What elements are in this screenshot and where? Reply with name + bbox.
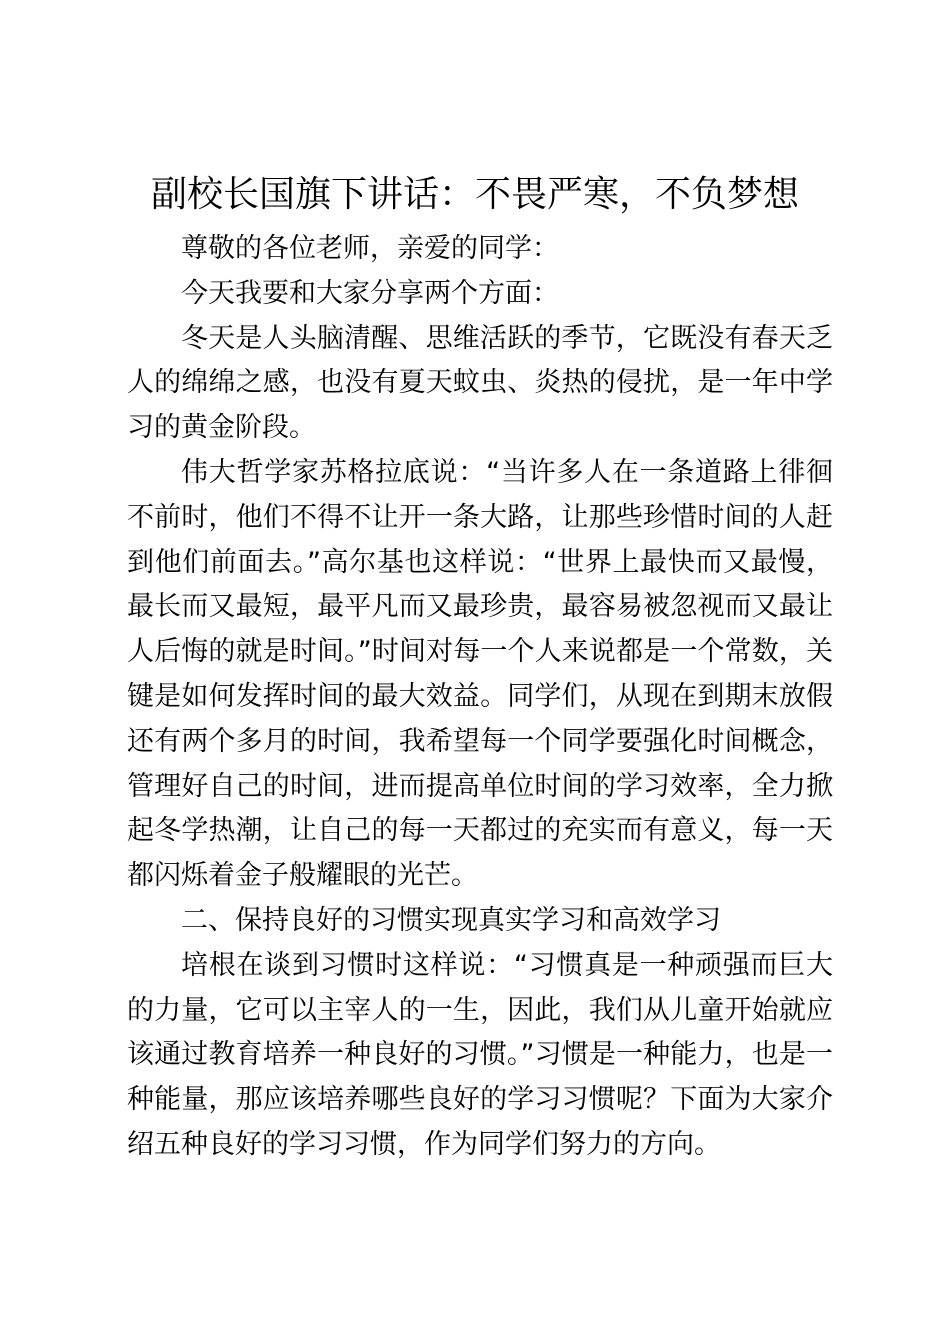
paragraph-habits: 培根在谈到习惯时这样说：“习惯真是一种顽强而巨大的力量，它可以主宰人的一生，因此，我们从儿童开始就应该通过教育培养一种良好的习惯。”习惯是一种能力，也是一种能量，那应该培养哪些良好的学习习惯呢？下面为大家介绍五种良好的学习习惯，作为同学们努力的方向。 — [127, 949, 833, 1160]
paragraph-greeting: 尊敬的各位老师，亲爱的同学： — [181, 233, 559, 264]
paragraph-time: 伟大哲学家苏格拉底说：“当许多人在一条道路上徘徊不前时，他们不得不让开一条大路，让那些珍惜时间的人赶到他们前面去。”高尔基也这样说：“世界上最快而又最慢，最长而又最短，最平凡而又最珍贵，最容易被忽视而又最让人后悔的就是时间。”时间对每一个人来说都是一个常数，关键是如何发挥时间的最大效益。同学们，从现在到期末放假还有两个多月的时间，我希望每一个同学要强化时间概念，管理好自己的时间，进而提高单位时间的学习效率，全力掀起冬学热潮，让自己的每一天都过的充实而有意义，每一天都闪烁着金子般耀眼的光芒。 — [127, 456, 833, 892]
paragraph-winter: 冬天是人头脑清醒、思维活跃的季节，它既没有春天乏人的绵绵之感，也没有夏天蚊虫、炎热的侵扰，是一年中学习的黄金阶段。 — [127, 322, 833, 444]
document-body — [127, 227, 833, 1168]
section-heading-habits: 二、保持良好的习惯实现真实学习和高效学习 — [181, 904, 721, 936]
paragraph-intro: 今天我要和大家分享两个方面： — [181, 277, 559, 309]
document-title: 副校长国旗下讲话：不畏严寒，不负梦想 — [150, 174, 799, 215]
